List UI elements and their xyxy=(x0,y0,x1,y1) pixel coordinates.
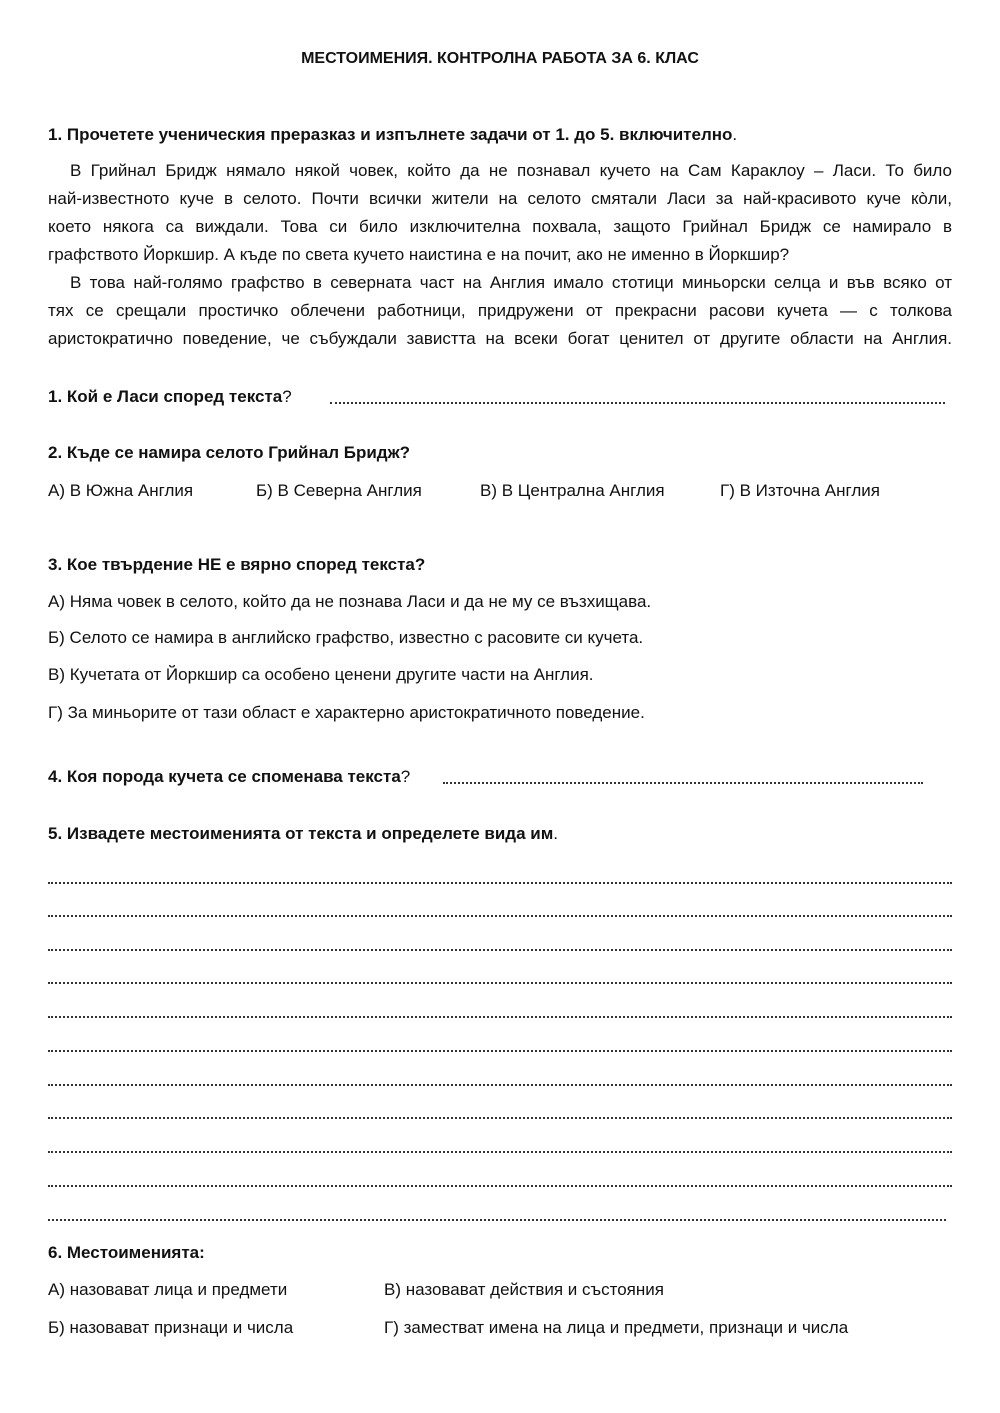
q3-option-a[interactable]: А) Няма човек в селото, който да не познава Ласи и да не му се възхищава. xyxy=(48,592,652,611)
q2-option-d[interactable]: Г) В Източна Англия xyxy=(720,481,880,500)
text-line-2: най-известното куче в селото. Почти всички жители на селото смятали Ласи за най-красивото куче кòли, xyxy=(48,189,952,208)
task-instructions-tail: . xyxy=(732,125,738,144)
question-4-text: 4. Коя порода кучета се споменава текста xyxy=(48,767,401,786)
text-line-5: В това най-голямо графство в северната част на Англия имало стотици миньорски селца и във всяко от xyxy=(70,273,952,292)
answer-line-q5[interactable] xyxy=(48,915,952,917)
q3-option-c[interactable]: В) Кучетата от Йоркшир са особено ценени другите части на Англия. xyxy=(48,665,594,684)
question-1-mark: ? xyxy=(282,387,292,406)
question-5-mark: . xyxy=(553,824,559,843)
text-line-3: което някога са виждали. Това си било изключителна похвала, защото Грийнал Бридж се намирало в xyxy=(48,217,952,236)
question-6: 6. Местоименията: xyxy=(48,1243,205,1262)
q6-option-c[interactable]: В) назовават действия и състояния xyxy=(384,1280,664,1299)
answer-line-q5[interactable] xyxy=(48,1117,952,1119)
answer-line-q5[interactable] xyxy=(48,882,952,884)
answer-line-q5[interactable] xyxy=(48,1016,952,1018)
page-title: МЕСТОИМЕНИЯ. КОНТРОЛНА РАБОТА ЗА 6. КЛАС xyxy=(301,50,699,67)
answer-line-q5[interactable] xyxy=(48,1151,952,1153)
q6-option-d[interactable]: Г) заместват имена на лица и предмети, признаци и числа xyxy=(384,1318,849,1337)
text-line-1: В Грийнал Бридж нямало някой човек, който да не познавал кучето на Сам Караклоу – Ласи. То било xyxy=(70,161,952,180)
text-line-6: тях се срещали простичко облечени работници, придружени от прекрасни расови кучета — с толкова xyxy=(48,301,952,320)
task-instructions-bold: 1. Прочетете ученическия преразказ и изпълнете задачи от 1. до 5. включително xyxy=(48,125,733,144)
text-line-4: графството Йоркшир. А къде по света кучето наистина е на почит, ако не именно в Йоркшир? xyxy=(48,245,790,264)
answer-line-q5[interactable] xyxy=(48,1050,952,1052)
question-1-text: 1. Кой е Ласи според текста xyxy=(48,387,283,406)
question-4-mark: ? xyxy=(400,767,411,786)
question-5-text: 5. Извадете местоименията от текста и определете вида им xyxy=(48,824,554,843)
question-4 xyxy=(48,767,410,787)
question-1 xyxy=(48,387,292,407)
answer-line-q5[interactable] xyxy=(48,1185,952,1187)
question-3: 3. Кое твърдение НЕ е вярно според текста? xyxy=(48,555,426,574)
q6-option-a[interactable]: А) назовават лица и предмети xyxy=(48,1280,288,1299)
q6-option-b[interactable]: Б) назовават признаци и числа xyxy=(48,1318,294,1337)
q2-option-c[interactable]: В) В Централна Англия xyxy=(480,481,665,500)
question-5 xyxy=(48,824,558,844)
task-instructions xyxy=(48,125,737,145)
answer-line-q4[interactable] xyxy=(443,782,923,784)
answer-line-q1[interactable] xyxy=(330,402,945,404)
question-2: 2. Къде се намира селото Грийнал Бридж? xyxy=(48,443,411,462)
text-line-7: аристократично поведение, че събуждали завистта на всеки богат ценител от другите области на Англия. xyxy=(48,329,952,348)
answer-line-q5[interactable] xyxy=(48,1219,946,1221)
q2-option-b[interactable]: Б) В Северна Англия xyxy=(256,481,422,500)
q3-option-b[interactable]: Б) Селото се намира в английско графство, известно с расовите си кучета. xyxy=(48,628,644,647)
answer-line-q5[interactable] xyxy=(48,949,952,951)
q3-option-d[interactable]: Г) За миньорите от тази област е характерно аристократичното поведение. xyxy=(48,703,645,722)
answer-line-q5[interactable] xyxy=(48,1084,952,1086)
q2-option-a[interactable]: А) В Южна Англия xyxy=(48,481,194,500)
answer-line-q5[interactable] xyxy=(48,982,952,984)
